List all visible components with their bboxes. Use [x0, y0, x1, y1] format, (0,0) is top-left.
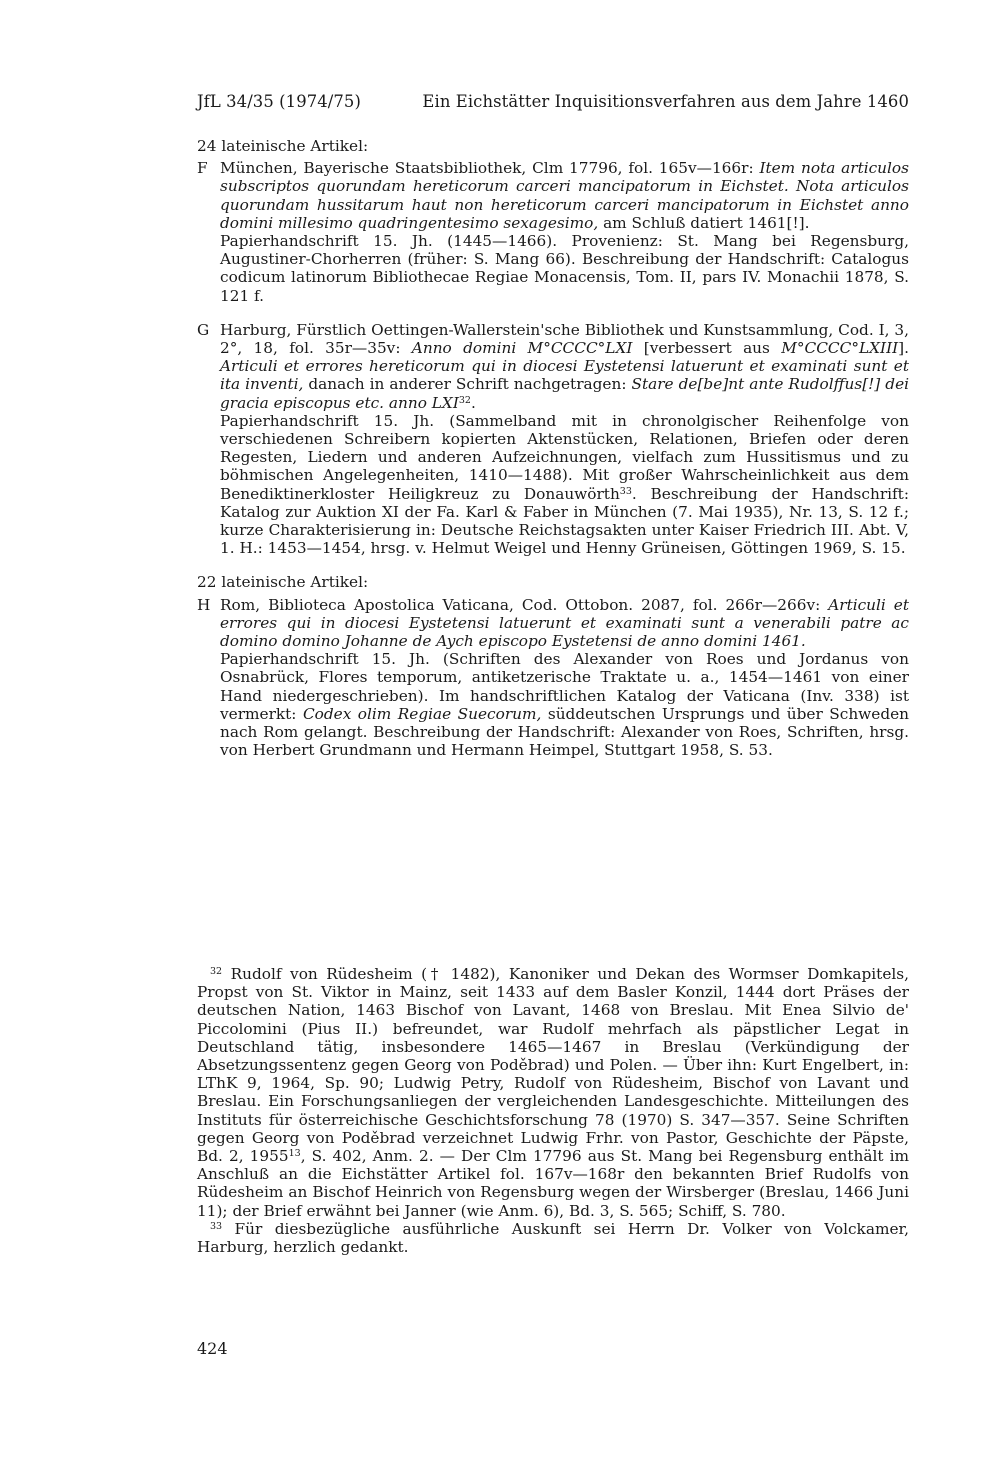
italic-text: Articuli et errores qui in diocesi Eystetensi latuerunt et examinati sunt a venerabili patre ac domino domino Johanne de Aych episcopo Eystetensi de anno domini 1461. — [220, 595, 909, 651]
footnote-number: 33 — [210, 1220, 223, 1232]
text-run: [verbessert aus — [632, 339, 782, 358]
entry-citation — [220, 159, 909, 232]
footnote-ref: 33 — [619, 485, 632, 497]
italic-text: Articuli et errores hereticorum qui in diocesi Eystetensi latuerunt et examinati sunt et ita inventi, — [220, 357, 909, 394]
entry-description — [220, 650, 909, 759]
text-run: Für diesbezügliche ausführliche Auskunft sei Herrn Dr. Volker von Volckamer, Harburg, herzlich gedankt. — [197, 1219, 909, 1257]
manuscript-entry-h — [197, 596, 909, 760]
manuscript-list — [197, 137, 909, 776]
footnote-number: 32 — [210, 966, 223, 977]
text-run: München, Bayerische Staatsbibliothek, Clm 17796, fol. 165v—166r: — [220, 159, 760, 178]
siglum: F — [197, 159, 208, 178]
text-run: danach in anderer Schrift nachgetragen: — [303, 375, 632, 394]
running-head — [197, 92, 909, 111]
page-number: 424 — [197, 1339, 228, 1358]
article-title: Ein Eichstätter Inquisitionsverfahren aus dem Jahre 1460 — [422, 92, 909, 111]
text-run: . — [470, 393, 476, 412]
manuscript-entry-f — [197, 159, 909, 305]
manuscript-entry-g — [197, 321, 909, 558]
text-run: , S. 402, Anm. 2. — Der Clm 17796 aus St. Mang bei Regensburg enthält im Anschluß an die Eichstätter Artikel fol. 167v—168r den bekannten Brief Rudolfs von Rüdesheim an Bischof Heinrich von Regensburg wegen der Wirsberger (Breslau, 1466 Juni 11); der Brief erwähnt bei Janner (wie Anm. 6), Bd. 3, S. 565; Schiff, S. 780. — [197, 1147, 909, 1220]
text-run: Papierhandschrift 15. Jh. (Sammelband mit in chronolgischer Reihenfolge von verschiedenen Schreibern kopierten Aktenstücken, Relationen, Briefen oder deren Regesten, Liedern und anderen Aufzeichnungen, vielfach zum Hussitismus und zu böhmischen Angelegenheiten, 1410—1488). Mit großer Wahrscheinlichkeit aus dem Benediktinerkloster Heiligkreuz zu Donauwörth — [220, 411, 909, 503]
text-run: ]. — [898, 339, 909, 358]
italic-text: Anno domini M°CCCC°LXI — [411, 339, 633, 358]
text-run: Rudolf von Rüdesheim († 1482), Kanoniker und Dekan des Wormser Domkapitels, Propst von St. Viktor in Mainz, seit 1433 auf dem Basler Konzil, 1444 dort Präses der deutschen Nation, 1463 Bischof von Lavant, 1468 von Breslau. Mit Enea Silvio de' Piccolomini (Pius II.) befreundet, war Rudolf mehrfach als päpstlicher Legat in Deutschland tätig, insbesondere 1465—1467 in Breslau (Verkündigung der Absetzungssentenz gegen Georg von Poděbrad) und Polen. — Über ihn: Kurt Engelbert, in: LThK 9, 1964, Sp. 90; Ludwig Petry, Rudolf von Rüdesheim, Bischof von Lavant und Breslau. Ein Forschungsanliegen der vergleichenden Landesgeschichte. Mitteilungen des Instituts für österreichische Geschichtsforschung 78 (1970) S. 347—357. Seine Schriften gegen Georg von Poděbrad verzeichnet Ludwig Frhr. von Pastor, Geschichte der Päpste, Bd. 2, 1955 — [197, 965, 909, 1166]
footnote-text — [197, 965, 909, 1220]
text-run: . Beschreibung der Handschrift: Katalog zur Auktion XI der Fa. Karl & Faber in München (7. Mai 1935), Nr. 13, S. 12 f.; kurze Charakterisierung in: Deutsche Reichstagsakten unter Kaiser Friedrich III. Abt. V, 1. H.: 1453—1454, hrsg. v. Helmut Weigel und Henny Grüneisen, Göttingen 1969, S. 15. — [220, 484, 909, 558]
footnote-text — [197, 1220, 909, 1256]
italic-text: Item nota articulos subscriptos quorundam hereticorum carceri mancipatorum in Eichstet. Nota articulos quorundam hussitarum haut non hereticorum carceri mancipatorum in Eichstet anno domini millesimo quadringentesimo sexagesimo, — [220, 159, 909, 232]
italic-text: Codex olim Regiae Suecorum, — [302, 704, 542, 723]
entry-citation — [220, 321, 909, 412]
section-heading: 24 lateinische Artikel: — [197, 137, 369, 155]
entry-description — [220, 232, 909, 305]
footnote-33 — [197, 1220, 909, 1256]
text-run: süddeutschen Ursprungs und über Schweden nach Rom gelangt. Beschreibung der Handschrift: Alexander von Roes, Schriften, hrsg. von Herbert Grundmann und Hermann Heimpel, Stuttgart 1958, S. 53. — [220, 704, 910, 760]
footnotes — [197, 965, 909, 1256]
text-run: Rom, Biblioteca Apostolica Vaticana, Cod. Ottobon. 2087, fol. 266r—266v: — [220, 595, 829, 614]
siglum: H — [197, 595, 211, 614]
section-heading: 22 lateinische Artikel: — [197, 573, 369, 592]
text-run: Papierhandschrift 15. Jh. (1445—1466). Provenienz: St. Mang bei Regensburg, Augustiner-Chorherren (früher: S. Mang 66). Beschreibung der Handschrift: Catalogus codicum latinorum Bibliothecae Regiae Monacensis, Tom. II, pars IV. Monachii 1878, S. 121 f. — [220, 232, 909, 305]
text-run: Papierhandschrift 15. Jh. (Schriften des Alexander von Roes und Jordanus von Osnabrück, Flores temporum, antiketzerische Traktate u. a., 1454—1461 von einer Hand niedergeschrieben). Im handschriftlichen Katalog der Vaticana (Inv. 338) ist vermerkt: — [220, 650, 909, 723]
siglum: G — [197, 320, 210, 339]
italic-text: Stare de[be]nt ante Rudolffus[!] dei gracia episcopus etc. anno LXI — [220, 375, 910, 412]
text-run: Harburg, Fürstlich Oettingen-Wallerstein'sche Bibliothek und Kunstsammlung, Cod. I, 3, 2°, 18, fol. 35r—35v: — [220, 320, 909, 358]
footnote-ref: 13 — [288, 1148, 301, 1160]
footnote-32 — [197, 965, 909, 1220]
text-run: am Schluß datiert 1461[!]. — [598, 213, 810, 232]
italic-text: M°CCCC°LXIII — [781, 339, 899, 358]
journal-citation: JfL 34/35 (1974/75) — [197, 92, 361, 111]
section-24-articles — [197, 137, 909, 557]
entry-description — [220, 412, 909, 558]
section-22-articles — [197, 573, 909, 759]
entry-citation — [220, 596, 909, 651]
footnote-ref: 32 — [458, 394, 471, 406]
